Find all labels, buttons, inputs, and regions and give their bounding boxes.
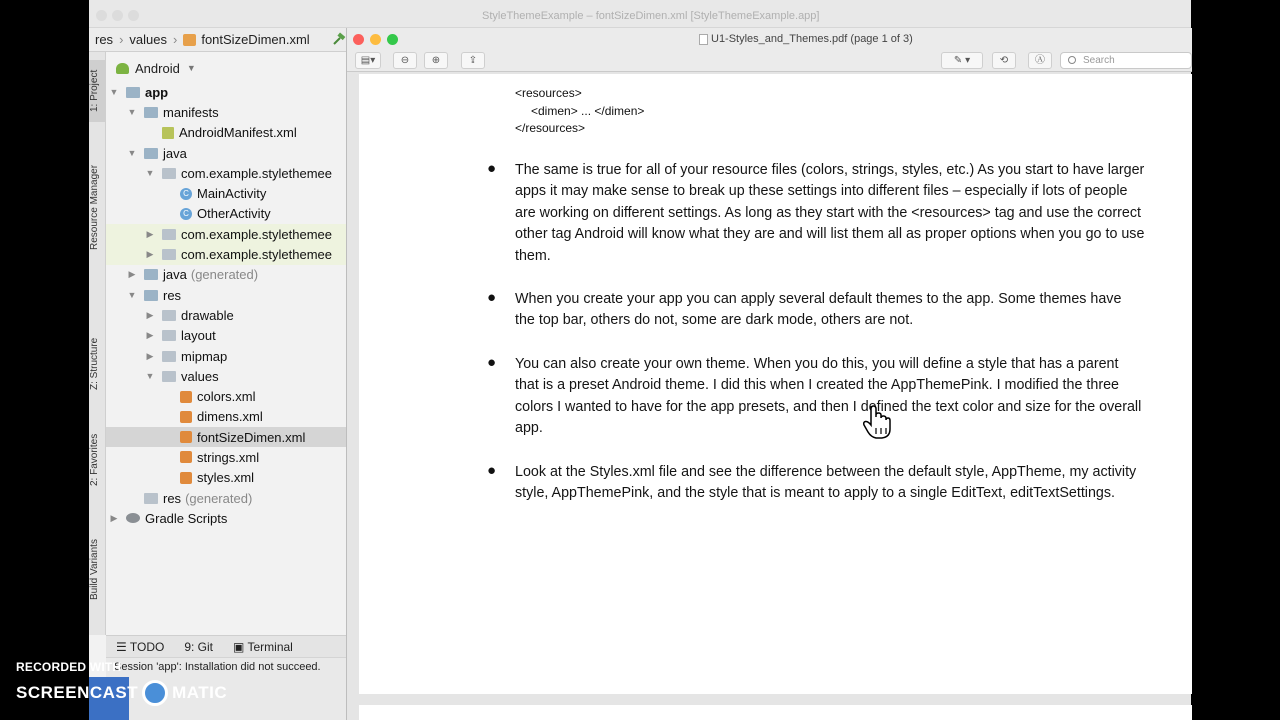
breadcrumb-file[interactable]: fontSizeDimen.xml [201, 32, 310, 47]
tree-item-label: colors.xml [197, 389, 256, 405]
project-view-label: Android [135, 60, 180, 76]
annotate-button[interactable] [1028, 52, 1052, 69]
logo-circle-icon [142, 680, 168, 706]
zoom-dot[interactable] [128, 10, 139, 21]
todo-label: TODO [129, 639, 165, 654]
rotate-icon: ⟲ [999, 55, 1009, 66]
tree-item-label: values [181, 368, 219, 384]
tree-item-suffix: (generated) [185, 490, 253, 506]
pdf-window-title: U1-Styles_and_Themes.pdf (page 1 of 3) [711, 33, 913, 45]
tree-item-label: MainActivity [197, 186, 267, 202]
xml-file-icon [180, 391, 192, 403]
minimize-dot[interactable] [112, 10, 123, 21]
tree-item-label: manifests [163, 104, 219, 120]
tree-item-label: Gradle Scripts [145, 510, 228, 526]
folder-icon [144, 107, 158, 118]
folder-icon [144, 148, 158, 159]
tree-item-androidmanifest[interactable] [106, 123, 346, 143]
bullet-marker: ● [487, 160, 497, 177]
tree-item-dimens-xml[interactable] [106, 407, 346, 427]
tree-item-fontsizedimen-xml[interactable] [106, 427, 346, 447]
bullet-marker: ● [487, 462, 497, 479]
tree-item-suffix: (generated) [190, 267, 259, 283]
terminal-label: Terminal [247, 639, 293, 654]
tree-item-label: OtherActivity [197, 206, 271, 222]
expand-arrow-icon[interactable]: ▼ [127, 290, 137, 301]
tree-item-label: AndroidManifest.xml [179, 125, 297, 141]
xml-file-icon [180, 451, 192, 463]
bullet-paragraph: Look at the Styles.xml file and see the difference between the default style, AppTheme, my activity style, AppThemePink, and the style that is meant to apply to a single EditText, editTextSettings. [515, 464, 1137, 502]
search-placeholder: Search [1083, 55, 1115, 66]
tree-item-java-generated[interactable] [106, 265, 346, 285]
breadcrumb [89, 28, 346, 52]
tab-favorites[interactable]: 2: Favorites [89, 433, 100, 487]
expand-arrow-icon[interactable]: ▼ [127, 148, 137, 159]
terminal-icon: ▣ [233, 639, 248, 654]
sidebar-toggle-button[interactable] [355, 52, 381, 69]
folder-icon [162, 310, 176, 321]
search-field[interactable] [1060, 52, 1192, 69]
tree-item-label: res [163, 287, 182, 303]
pdf-page-next [359, 705, 1192, 720]
tree-item-colors-xml[interactable] [106, 386, 346, 406]
tool-window-strip [89, 52, 106, 635]
tree-item-label: strings.xml [197, 449, 260, 465]
gradle-icon [126, 513, 140, 523]
search-icon [1068, 56, 1076, 64]
xml-file-icon [183, 34, 196, 46]
tab-resource-manager[interactable]: Resource Manager [89, 164, 100, 250]
zoom-button[interactable] [387, 34, 398, 45]
tree-item-styles-xml[interactable] [106, 468, 346, 488]
collapse-arrow-icon[interactable]: ▶ [146, 350, 154, 361]
package-icon [162, 168, 176, 179]
xml-file-icon [180, 411, 192, 423]
status-bar: Session 'app': Installation did not succeed. [106, 657, 346, 677]
tree-item-java[interactable] [106, 143, 346, 163]
collapse-arrow-icon[interactable]: ▶ [110, 512, 118, 523]
rotate-button[interactable] [992, 52, 1016, 69]
bullet-marker: ● [487, 289, 497, 306]
zoom-in-button[interactable] [424, 52, 448, 69]
pen-icon: ✎ ▾ [953, 55, 971, 66]
tree-item-label: drawable [181, 307, 234, 323]
tree-item-label: java [163, 145, 187, 161]
bullet-paragraph: The same is true for all of your resource files (colors, strings, styles, etc.) As you start to have larger apps it may make sense to break up these settings into different files – especially if lots of people are working on different settings. As long as they start with the <resources> tag and use the correct other tag Android will know what they are and will list them all as proper options when you go to use them. [515, 162, 1145, 264]
bullet-paragraph: When you create your app you can apply several default themes to the app. Some themes have the top bar, others do not, some are dark mode, others are not. [515, 291, 1122, 329]
class-icon: C [180, 188, 192, 200]
collapse-arrow-icon[interactable]: ▶ [146, 249, 154, 260]
code-line: <resources> [515, 86, 582, 100]
pdf-page [359, 74, 1192, 694]
chevron-down-icon: ▼ [186, 63, 196, 73]
list-icon: ☰ [116, 639, 130, 654]
module-folder-icon [126, 87, 140, 98]
tree-item-otheractivity[interactable] [106, 204, 346, 224]
tree-item-label: com.example.stylethemee [181, 226, 333, 242]
tree-item-package[interactable] [106, 244, 346, 264]
xml-file-icon [180, 431, 192, 443]
zoom-out-icon: ⊖ [400, 55, 410, 66]
tree-item-label: app [145, 84, 169, 100]
hand-cursor-icon [862, 404, 892, 440]
tree-item-label: com.example.stylethemee [181, 165, 333, 181]
collapse-arrow-icon[interactable]: ▶ [146, 309, 154, 320]
logo-text-left: SCREENCAST [16, 683, 139, 702]
todo-tool-button[interactable] [116, 640, 164, 654]
tree-item-label: java [163, 267, 187, 283]
screencast-matic-logo [16, 680, 227, 706]
tab-structure[interactable]: Z: Structure [89, 337, 100, 391]
package-icon [162, 229, 176, 240]
pdf-toolbar [347, 50, 1192, 72]
tree-item-label: com.example.stylethemee [181, 247, 333, 263]
folder-icon [144, 269, 158, 280]
tab-build-variants[interactable]: Build Variants [89, 539, 100, 601]
tree-item-manifests[interactable] [106, 102, 346, 122]
breadcrumb-values[interactable]: values [129, 32, 167, 47]
git-tool-button[interactable] [184, 640, 213, 654]
minimize-button[interactable] [370, 34, 381, 45]
sidebar-icon: ▤▾ [360, 55, 376, 66]
ide-window-title: StyleThemeExample – fontSizeDimen.xml [StyleThemeExample.app] [482, 10, 820, 22]
chevron-right-icon: › [172, 32, 178, 47]
folder-icon [144, 493, 158, 504]
bullet-marker: ● [487, 354, 497, 371]
tree-item-label: fontSizeDimen.xml [197, 429, 306, 445]
folder-icon [162, 330, 176, 341]
tree-item-label: dimens.xml [197, 409, 263, 425]
expand-arrow-icon[interactable]: ▼ [145, 371, 155, 382]
tree-item-drawable[interactable] [106, 305, 346, 325]
expand-arrow-icon[interactable]: ▼ [145, 168, 155, 179]
manifest-file-icon [162, 127, 174, 139]
close-button[interactable] [353, 34, 364, 45]
zoom-in-icon: ⊕ [431, 55, 441, 66]
git-label: 9: Git [184, 639, 214, 654]
code-line: </resources> [515, 121, 586, 135]
share-button[interactable] [461, 52, 485, 69]
tree-item-label: layout [181, 328, 216, 344]
code-line: <dimen> ... </dimen> [531, 104, 645, 118]
collapse-arrow-icon[interactable]: ▶ [128, 269, 136, 280]
tab-project[interactable]: 1: Project [89, 60, 106, 122]
pdf-title-bar [347, 28, 1192, 50]
bottom-tool-bar [106, 635, 346, 657]
collapse-arrow-icon[interactable]: ▶ [146, 228, 154, 239]
tree-item-package[interactable] [106, 163, 346, 183]
pdf-viewer-window [346, 28, 1191, 720]
tree-item-label: mipmap [181, 348, 228, 364]
expand-arrow-icon[interactable]: ▼ [109, 87, 119, 98]
zoom-out-button[interactable] [393, 52, 417, 69]
tree-item-layout[interactable] [106, 326, 346, 346]
tree-item-app[interactable] [106, 82, 346, 102]
pdf-file-icon [699, 34, 708, 45]
markup-circle-icon: Ⓐ [1035, 55, 1045, 66]
tree-item-label: styles.xml [197, 470, 255, 486]
tree-item-values[interactable] [106, 366, 346, 386]
folder-icon [144, 290, 158, 301]
tree-item-gradle-scripts[interactable] [106, 508, 346, 528]
logo-text-right: MATIC [172, 683, 228, 702]
bullet-paragraph: You can also create your own theme. When you do this, you will define a style that has a parent that is a preset Android theme. I did this when I created the AppThemePink. I modified the three colors I wanted to have for the app presets, and then I defined the text color and size for the overall app. [515, 356, 1142, 437]
tree-item-strings-xml[interactable] [106, 447, 346, 467]
chevron-right-icon: › [119, 32, 124, 47]
android-studio-window [89, 0, 346, 720]
expand-arrow-icon[interactable]: ▼ [127, 107, 137, 118]
share-icon: ⇪ [468, 55, 478, 66]
terminal-tool-button[interactable] [233, 640, 293, 654]
class-icon: C [180, 208, 192, 220]
tree-item-label: res [163, 490, 182, 506]
tree-item-mainactivity[interactable] [106, 183, 346, 203]
close-dot[interactable] [96, 10, 107, 21]
xml-file-icon [180, 472, 192, 484]
tree-item-res-generated[interactable] [106, 488, 346, 508]
ide-title-bar [89, 0, 1191, 28]
tree-item-res[interactable] [106, 285, 346, 305]
recorded-with-label: RECORDED WITH [16, 660, 122, 674]
tree-item-package[interactable] [106, 224, 346, 244]
project-tree [106, 82, 346, 529]
android-icon [116, 63, 129, 74]
breadcrumb-res[interactable]: res [95, 32, 114, 47]
collapse-arrow-icon[interactable]: ▶ [146, 330, 154, 341]
tree-item-mipmap[interactable] [106, 346, 346, 366]
folder-icon [162, 371, 176, 382]
folder-icon [162, 351, 176, 362]
project-view-selector[interactable] [106, 58, 196, 78]
markup-button[interactable] [941, 52, 983, 69]
hammer-icon[interactable] [332, 32, 346, 46]
package-icon [162, 249, 176, 260]
